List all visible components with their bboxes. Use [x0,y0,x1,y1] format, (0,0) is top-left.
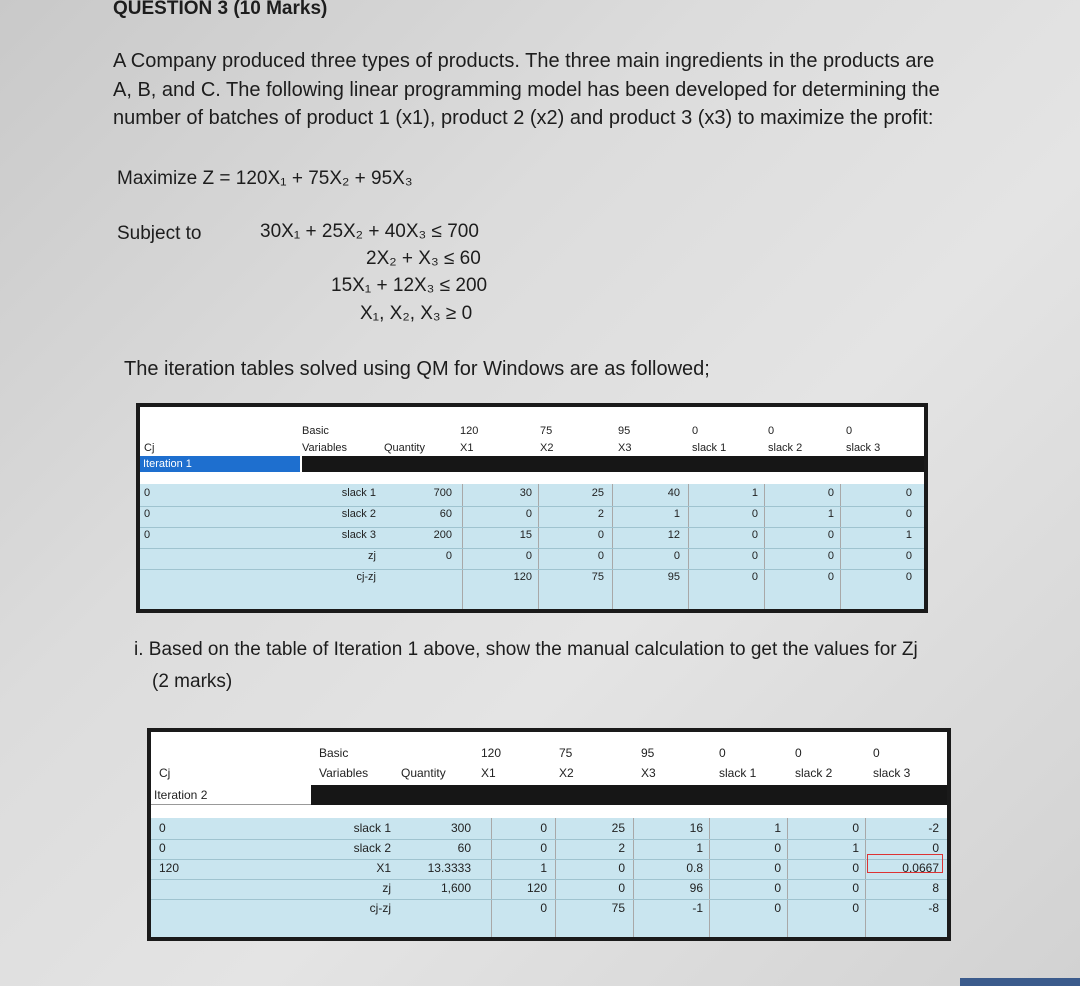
row-2-col-4: 0 [827,529,834,541]
constraint-nonneg: X₁, X₂, X₃ ≥ 0 [360,303,473,324]
row-0-col-0: 0 [540,821,547,835]
grid-hline-4 [151,899,947,900]
iteration-1-table [136,403,928,613]
row-1-quantity: 60 [439,508,452,520]
row-4-col-2: -1 [692,901,703,915]
row-2-col-5: 1 [905,529,912,541]
header-cj: Cj [144,442,155,454]
row-3-col-4: 0 [827,550,834,562]
row-1-col-0: 0 [525,508,532,520]
row-0-quantity: 700 [433,487,452,499]
row-1-col-2: 1 [673,508,680,520]
header-basic: Basic [319,746,349,760]
row-4-col-4: 0 [827,571,834,583]
header-quantity: Quantity [401,766,446,780]
row-4-col-2: 95 [667,571,680,583]
grid-vline-3 [688,484,689,609]
objective-function: Maximize Z = 120X₁ + 75X₂ + 95X₃ [117,168,413,189]
row-4-col-4: 0 [852,901,859,915]
grid-vline-0 [491,818,492,937]
row-4-basic: cj-zj [369,901,391,915]
row-2-quantity: 13.3333 [427,861,471,875]
row-4-col-1: 75 [611,901,625,915]
row-2-basic: slack 3 [341,529,376,541]
row-1-quantity: 60 [457,841,471,855]
row-0-col-4: 0 [827,487,834,499]
row-1-col-0: 0 [540,841,547,855]
row-4-col-0: 0 [540,901,547,915]
header-divider-bar [311,785,947,805]
row-3-col-2: 0 [673,550,680,562]
row-2-col-4: 0 [852,861,859,875]
grid-hline-3 [140,548,924,549]
question-i-marks: (2 marks) [152,671,233,692]
row-0-col-1: 25 [591,487,604,499]
header-variables: Variables [319,766,369,780]
row-1-col-5: 0 [905,508,912,520]
iteration-2-table [147,728,951,941]
row-2-col-0: 1 [540,861,547,875]
grid-vline-2 [612,484,613,609]
row-0-col-0: 30 [519,487,532,499]
header-name-0: X1 [481,766,496,780]
row-4-col-5: -8 [928,901,939,915]
row-2-col-5: 0.0667 [902,861,939,875]
header-name-1: X2 [559,766,574,780]
row-3-col-0: 120 [526,881,547,895]
grid-vline-0 [462,484,463,609]
row-2-col-0: 15 [519,529,532,541]
grid-hline-2 [151,859,947,860]
rows-background [140,484,924,609]
grid-hline-1 [140,506,924,507]
question-title: QUESTION 3 (10 Marks) [113,0,328,19]
intro-line-1: A Company produced three types of products. The three main ingredients in the products are [113,50,935,72]
row-1-col-2: 1 [696,841,703,855]
header-coef-1: 75 [559,746,573,760]
row-2-col-3: 0 [774,861,781,875]
row-1-basic: slack 2 [353,841,391,855]
header-name-3: slack 1 [692,442,727,454]
row-0-basic: slack 1 [341,487,376,499]
row-0-cj: 0 [159,821,166,835]
intro-line-2: A, B, and C. The following linear programming model has been developed for determining the [113,79,940,101]
constraint-2: 2X₂ + X₃ ≤ 60 [366,248,481,269]
rows-background [151,818,947,937]
header-name-2: X3 [618,442,632,454]
row-1-cj: 0 [144,508,151,520]
row-2-col-2: 12 [667,529,680,541]
row-4-col-1: 75 [591,571,604,583]
question-i-text: i. Based on the table of Iteration 1 above, show the manual calculation to get the values for Zj [134,639,918,660]
header-name-1: X2 [540,442,554,454]
header-name-2: X3 [641,766,656,780]
row-1-col-1: 2 [618,841,625,855]
iteration-label: Iteration 1 [140,456,300,472]
row-0-basic: slack 1 [353,821,391,835]
header-name-3: slack 1 [719,766,757,780]
row-2-col-1: 0 [618,861,625,875]
row-3-col-0: 0 [525,550,532,562]
grid-hline-4 [140,569,924,570]
header-coef-0: 120 [460,425,479,437]
row-0-quantity: 300 [450,821,471,835]
header-coef-2: 95 [618,425,631,437]
grid-vline-1 [538,484,539,609]
iteration-label: Iteration 2 [151,785,311,805]
row-0-col-3: 1 [774,821,781,835]
header-name-0: X1 [460,442,474,454]
iteration-intro: The iteration tables solved using QM for Windows are as followed; [124,358,710,380]
row-1-col-4: 1 [827,508,834,520]
row-1-col-4: 1 [852,841,859,855]
row-2-cj: 0 [144,529,151,541]
header-quantity: Quantity [384,442,425,454]
grid-hline-1 [151,839,947,840]
row-4-basic: cj-zj [356,571,376,583]
header-coef-5: 0 [873,746,880,760]
header-name-5: slack 3 [846,442,881,454]
grid-vline-4 [787,818,788,937]
header-name-4: slack 2 [768,442,803,454]
header-variables: Variables [302,442,348,454]
row-4-col-0: 120 [513,571,532,583]
row-1-basic: slack 2 [341,508,376,520]
row-0-cj: 0 [144,487,151,499]
row-3-col-2: 96 [689,881,703,895]
grid-vline-2 [633,818,634,937]
row-1-col-5: 0 [932,841,939,855]
row-1-cj: 0 [159,841,166,855]
grid-hline-2 [140,527,924,528]
row-0-col-4: 0 [852,821,859,835]
grid-vline-5 [865,818,866,937]
header-coef-4: 0 [768,425,775,437]
row-2-col-2: 0.8 [686,861,703,875]
row-3-quantity: 0 [445,550,452,562]
grid-vline-5 [840,484,841,609]
header-coef-3: 0 [692,425,699,437]
row-3-basic: zj [368,550,376,562]
row-3-quantity: 1,600 [440,881,471,895]
row-0-col-5: 0 [905,487,912,499]
header-coef-0: 120 [481,746,502,760]
header-name-5: slack 3 [873,766,911,780]
row-4-col-3: 0 [751,571,758,583]
row-3-basic: zj [382,881,391,895]
row-0-col-1: 25 [611,821,625,835]
row-3-col-1: 0 [618,881,625,895]
header-coef-4: 0 [795,746,802,760]
row-2-cj: 120 [159,861,180,875]
header-name-4: slack 2 [795,766,833,780]
row-1-col-1: 2 [597,508,604,520]
row-3-col-5: 8 [932,881,939,895]
header-basic: Basic [302,425,329,437]
grid-vline-3 [709,818,710,937]
row-3-col-1: 0 [597,550,604,562]
row-0-col-5: -2 [928,821,939,835]
row-4-col-3: 0 [774,901,781,915]
row-2-col-1: 0 [597,529,604,541]
row-3-col-3: 0 [751,550,758,562]
grid-vline-4 [764,484,765,609]
row-0-col-2: 16 [689,821,703,835]
row-0-col-2: 40 [667,487,680,499]
row-2-basic: X1 [376,861,391,875]
row-3-col-5: 0 [905,550,912,562]
constraint-3: 15X₁ + 12X₃ ≤ 200 [331,275,488,296]
highlighted-cell [867,854,943,873]
subject-to-label: Subject to [117,223,202,244]
header-coef-1: 75 [540,425,553,437]
row-3-col-4: 0 [852,881,859,895]
intro-line-3: number of batches of product 1 (x1), product 2 (x2) and product 3 (x3) to maximize the profit: [113,107,934,129]
grid-hline-3 [151,879,947,880]
row-4-col-5: 0 [905,571,912,583]
row-2-col-3: 0 [751,529,758,541]
row-0-col-3: 1 [751,487,758,499]
header-coef-5: 0 [846,425,853,437]
constraint-1: 30X₁ + 25X₂ + 40X₃ ≤ 700 [260,221,479,242]
header-divider-bar [302,456,924,472]
taskbar-edge [960,978,1080,986]
row-1-col-3: 0 [751,508,758,520]
header-cj: Cj [159,766,171,780]
row-2-quantity: 200 [433,529,452,541]
row-1-col-3: 0 [774,841,781,855]
header-coef-2: 95 [641,746,655,760]
row-3-col-3: 0 [774,881,781,895]
grid-vline-1 [555,818,556,937]
header-coef-3: 0 [719,746,726,760]
